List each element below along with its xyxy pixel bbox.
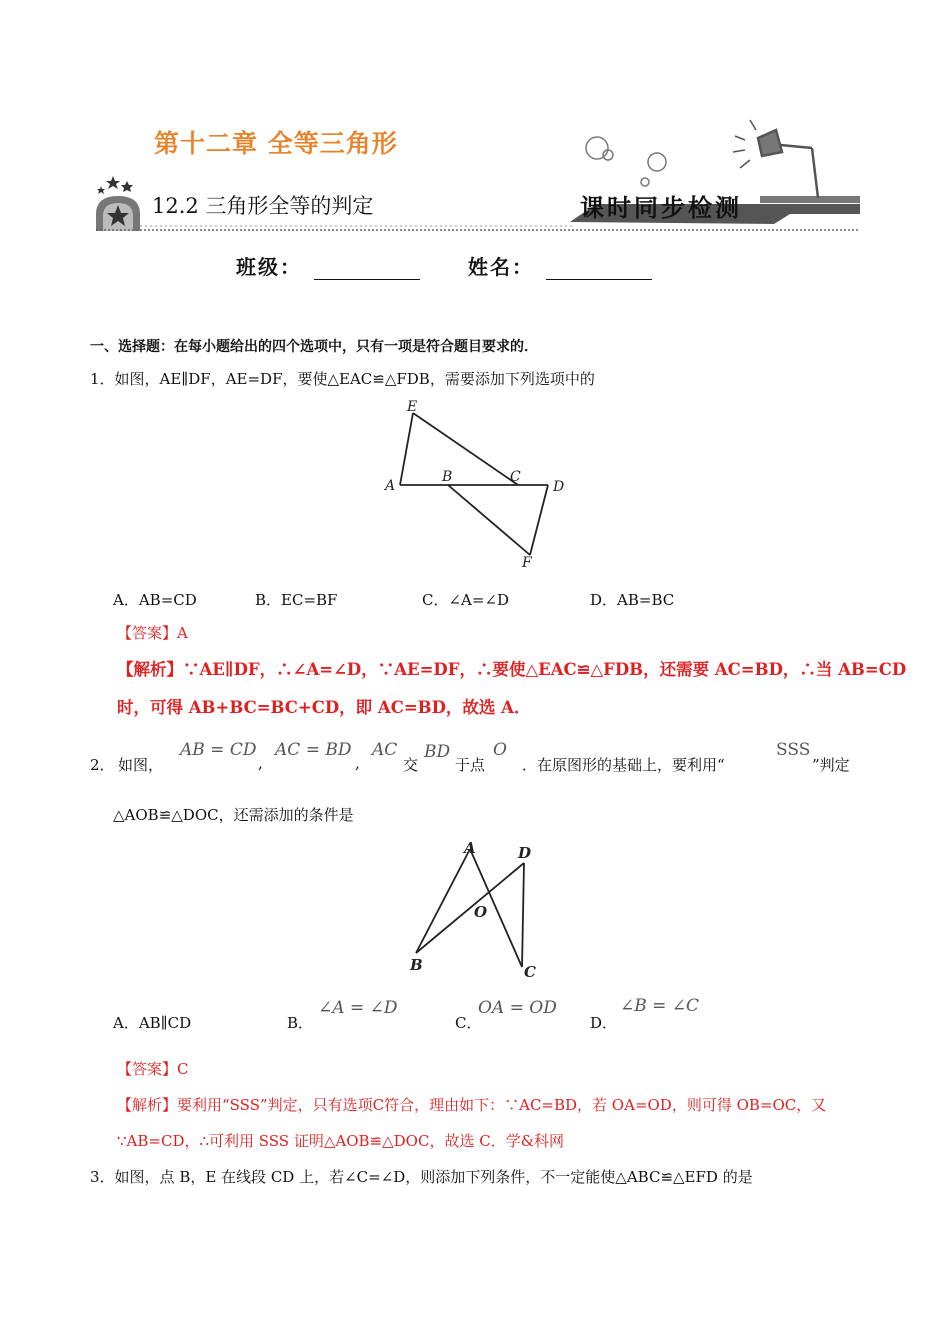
chapter-title: 第十二章 全等三角形 xyxy=(154,129,398,158)
name-field xyxy=(468,251,652,280)
q3-text: 如图，点 B，E 在线段 CD 上，若∠C=∠D，则添加下列条件，不一定能使△ABC≌△EFD 的是 xyxy=(114,1168,753,1186)
point-F: F xyxy=(522,555,532,570)
q1-analysis-line2: 时，可得 AB+BC=BC+CD，即 AC=BD，故选 A． xyxy=(117,698,531,717)
point-C: C xyxy=(510,469,521,485)
q2-option-a[interactable]: A．AB∥CD xyxy=(113,1014,192,1032)
desk-lamp-icon xyxy=(733,120,818,198)
q2-option-b[interactable]: B． xyxy=(287,1014,314,1032)
point-A: A xyxy=(464,839,476,857)
q2-stem-c: ”判定 xyxy=(812,756,850,774)
q1-stem xyxy=(90,368,595,390)
q2-text-jiao: 交 xyxy=(403,756,419,774)
q3-number: 3． xyxy=(90,1168,115,1186)
q2-math-6: SSS xyxy=(776,740,811,760)
instructions: 一、选择题：在每小题给出的四个选项中，只有一项是符合题目要求的． xyxy=(90,339,538,355)
q2-stem-line2: △AOB≌△DOC，还需添加的条件是 xyxy=(113,806,354,824)
name-blank[interactable] xyxy=(546,261,652,280)
q2-comma-2: , xyxy=(355,754,360,772)
q2-math-3: AC xyxy=(372,740,398,760)
segment-BF xyxy=(448,485,530,555)
q2-math-2: AC = BD xyxy=(275,740,352,760)
q1-option-d[interactable]: D．AB=BC xyxy=(590,591,675,609)
point-D: D xyxy=(518,844,532,862)
header-decoration xyxy=(0,0,950,240)
q2-number: 2． xyxy=(90,756,115,774)
segment-DF xyxy=(530,485,548,555)
banner-text: 课时同步检测 xyxy=(580,193,742,222)
q1-number: 1． xyxy=(90,370,115,388)
q2-math-4: BD xyxy=(424,742,451,762)
q2-option-b-math: ∠A = ∠D xyxy=(318,998,398,1018)
q2-analysis-line2: ∵AB=CD，∴可利用 SSS 证明△AOB≌△DOC，故选 C．学&科网 xyxy=(117,1132,565,1150)
point-C: C xyxy=(524,963,536,981)
segment-AB xyxy=(416,849,470,953)
point-D: D xyxy=(553,479,565,495)
q2-option-d[interactable]: D． xyxy=(590,1014,618,1032)
section-title: 12.2 三角形全等的判定 xyxy=(152,194,374,218)
q1-option-a[interactable]: A．AB=CD xyxy=(113,591,197,609)
q1-answer: 【答案】A xyxy=(117,624,188,642)
q2-stem-b: ．在原图形的基础上，要利用“ xyxy=(522,756,725,774)
q2-option-d-math: ∠B = ∠C xyxy=(620,996,700,1016)
segment-BD xyxy=(416,863,524,953)
point-B: B xyxy=(442,469,453,485)
q1-text: 如图，AE∥DF，AE=DF，要使△EAC≌△FDB，需要添加下列选项中的 xyxy=(114,370,595,388)
segment-DC xyxy=(522,863,524,967)
q2-option-c-math: OA = OD xyxy=(478,998,557,1018)
q2-answer: 【答案】C xyxy=(117,1060,189,1078)
q1-figure xyxy=(370,395,590,570)
bubbles-icon xyxy=(586,137,666,186)
class-field xyxy=(236,251,420,280)
point-E: E xyxy=(407,399,418,415)
q1-option-c[interactable]: C．∠A=∠D xyxy=(422,591,510,609)
name-label: 姓名： xyxy=(468,255,534,279)
q3-stem xyxy=(90,1166,753,1188)
star-icon xyxy=(97,176,133,194)
class-blank[interactable] xyxy=(314,261,420,280)
class-label: 班级： xyxy=(236,255,302,279)
q2-math-1: AB = CD xyxy=(180,740,257,760)
q2-math-5: O xyxy=(493,740,507,760)
point-B: B xyxy=(410,956,423,974)
segment-EC xyxy=(413,413,518,485)
point-A: A xyxy=(385,478,396,494)
q2-comma-1: , xyxy=(258,754,263,772)
q2-text-yudian: 于点 xyxy=(455,756,486,774)
q2-figure xyxy=(400,835,560,985)
point-O: O xyxy=(474,903,488,921)
q2-analysis-line1: 【解析】要利用“SSS”判定，只有选项C符合，理由如下：∵AC=BD，若 OA=OD，则可得 OB=OC，又 xyxy=(117,1096,827,1114)
q2-stem-a: 如图， xyxy=(118,756,164,774)
q1-option-b[interactable]: B．EC=BF xyxy=(255,591,338,609)
segment-EA xyxy=(400,413,413,485)
q1-analysis-line1: 【解析】∵AE∥DF，∴∠A=∠D，∵AE=DF，∴要使△EAC≌△FDB，还需要 AC=BD，∴当 AB=CD xyxy=(117,660,907,679)
badge-icon xyxy=(96,196,140,231)
q2-option-c[interactable]: C． xyxy=(455,1014,482,1032)
